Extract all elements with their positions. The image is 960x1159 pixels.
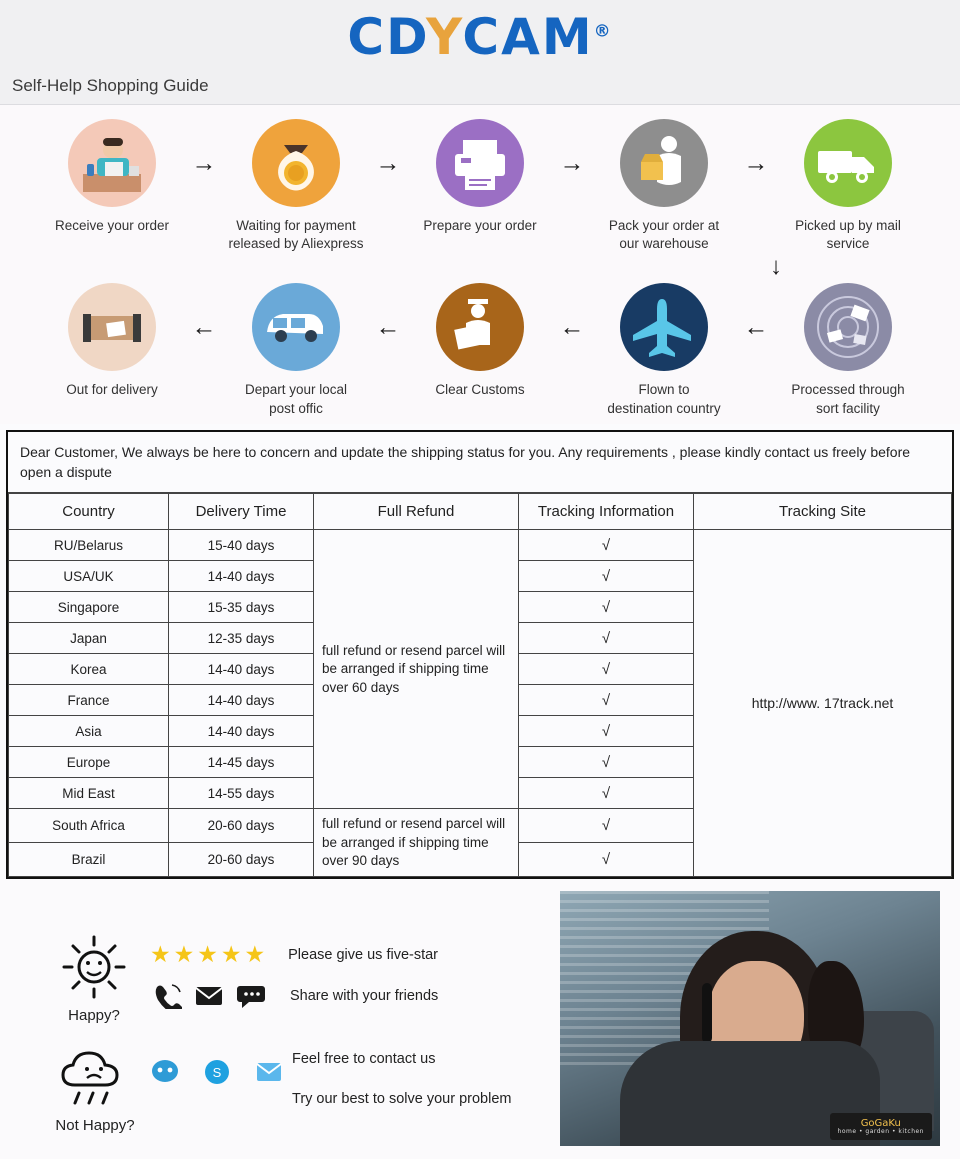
column-header-delivery-time: Delivery Time xyxy=(169,494,314,530)
flow-arrow-left-icon: ← xyxy=(559,313,585,342)
cell-delivery-time: 14-45 days xyxy=(169,747,314,778)
cell-delivery-time: 14-40 days xyxy=(169,685,314,716)
flow-row-2 xyxy=(0,283,960,417)
cell-tracking: √ xyxy=(519,685,694,716)
watermark-subtext: home • garden • kitchen xyxy=(837,1127,924,1135)
flow-step-label: Depart your local post offic xyxy=(244,382,348,416)
cell-country: Brazil xyxy=(9,843,169,877)
mail-icon[interactable] xyxy=(194,983,224,1009)
not-happy-label: Not Happy? xyxy=(55,1117,135,1135)
footer-section xyxy=(0,879,960,1159)
flow-step-picked-up xyxy=(777,119,919,253)
airplane-icon xyxy=(620,283,708,371)
flow-step-depart-post-office xyxy=(225,283,367,417)
flow-step-label: Waiting for payment released by Aliexpress xyxy=(228,218,364,252)
delivery-table xyxy=(8,493,952,877)
cell-country: Mid East xyxy=(9,778,169,809)
flow-step-label: Out for delivery xyxy=(66,382,158,398)
delivery-van-icon xyxy=(252,283,340,371)
happy-block xyxy=(48,931,140,1024)
table-header-row xyxy=(9,494,952,530)
cell-country: RU/Belarus xyxy=(9,530,169,561)
flow-row-1 xyxy=(0,119,960,253)
headset-icon xyxy=(702,983,712,1043)
cell-country: South Africa xyxy=(9,809,169,843)
chat-bubble-icon[interactable] xyxy=(236,983,266,1009)
cell-refund-60: full refund or resend parcel will be arranged if shipping time over 60 days xyxy=(314,530,519,809)
table-row xyxy=(9,530,952,561)
cell-tracking: √ xyxy=(519,843,694,877)
contact-text: Feel free to contact us xyxy=(292,1051,436,1068)
svg-text:S: S xyxy=(212,1065,222,1081)
truck-icon xyxy=(804,119,892,207)
shipping-flow-diagram xyxy=(0,105,960,424)
skype-icon[interactable] xyxy=(202,1059,232,1085)
happy-label: Happy? xyxy=(68,1007,120,1025)
page-title: Self-Help Shopping Guide xyxy=(12,76,209,95)
flow-step-receive-order xyxy=(41,119,183,235)
printer-icon xyxy=(436,119,524,207)
flow-arrow-left-icon: ← xyxy=(375,313,401,342)
contact-icons-row xyxy=(150,1059,296,1085)
cell-country: USA/UK xyxy=(9,561,169,592)
footer-left-panel xyxy=(0,879,540,1159)
flow-step-label: Clear Customs xyxy=(435,382,525,398)
flow-arrow-right-icon: → xyxy=(375,149,401,177)
cell-tracking: √ xyxy=(519,623,694,654)
share-row xyxy=(152,983,438,1009)
cell-tracking: √ xyxy=(519,561,694,592)
column-header-tracking-information: Tracking Information xyxy=(519,494,694,530)
cell-delivery-time: 15-35 days xyxy=(169,592,314,623)
cell-tracking: √ xyxy=(519,716,694,747)
flow-step-label: Picked up by mail service xyxy=(795,218,901,252)
shipping-table xyxy=(6,430,954,879)
cell-tracking: √ xyxy=(519,809,694,843)
cell-tracking: √ xyxy=(519,654,694,685)
cell-tracking-site[interactable]: http://www. 17track.net xyxy=(694,530,952,877)
cell-delivery-time: 14-40 days xyxy=(169,716,314,747)
cell-country: Korea xyxy=(9,654,169,685)
flow-step-clear-customs xyxy=(409,283,551,399)
cell-delivery-time: 15-40 days xyxy=(169,530,314,561)
cell-delivery-time: 12-35 days xyxy=(169,623,314,654)
cell-country: France xyxy=(9,685,169,716)
flow-arrow-right-icon: → xyxy=(743,149,769,177)
cell-delivery-time: 20-60 days xyxy=(169,843,314,877)
cell-tracking: √ xyxy=(519,592,694,623)
flow-arrow-left-icon: ← xyxy=(743,313,769,342)
cell-tracking: √ xyxy=(519,747,694,778)
flow-step-flown-destination xyxy=(593,283,735,417)
share-text: Share with your friends xyxy=(290,988,439,1005)
customer-notice: Dear Customer, We always be here to concern and update the shipping status for you. Any requirements , please kindly contact us freely before open a dispute xyxy=(8,432,952,494)
person-at-desk-icon xyxy=(68,119,156,207)
flow-arrow-left-icon: ← xyxy=(191,313,217,342)
parcel-box-icon xyxy=(68,283,156,371)
solve-text: Try our best to solve your problem xyxy=(292,1091,512,1108)
flow-step-pack-order xyxy=(593,119,735,253)
brand-logo-part3: CAM xyxy=(462,8,594,66)
cell-delivery-time: 14-55 days xyxy=(169,778,314,809)
cell-country: Asia xyxy=(9,716,169,747)
brand-logo-part1: CD xyxy=(347,8,426,66)
warehouse-worker-icon xyxy=(620,119,708,207)
five-star-text: Please give us five-star xyxy=(288,946,439,963)
flow-step-out-for-delivery xyxy=(41,283,183,399)
flow-step-label: Processed through sort facility xyxy=(791,382,905,416)
cell-delivery-time: 14-40 days xyxy=(169,561,314,592)
star-rating-icon[interactable]: ★★★★★ xyxy=(150,941,269,968)
not-happy-block xyxy=(40,1051,150,1134)
registered-trademark-icon: ® xyxy=(593,21,613,42)
phone-icon[interactable] xyxy=(152,983,182,1009)
flow-step-prepare-order xyxy=(409,119,551,235)
flow-step-label: Pack your order at our warehouse xyxy=(608,218,720,252)
brand-logo xyxy=(0,8,960,66)
sort-facility-icon xyxy=(804,283,892,371)
page-header xyxy=(0,0,960,105)
cell-delivery-time: 14-40 days xyxy=(169,654,314,685)
solve-row xyxy=(292,1091,511,1107)
flow-step-label: Receive your order xyxy=(54,218,170,233)
cell-tracking: √ xyxy=(519,530,694,561)
cell-delivery-time: 20-60 days xyxy=(169,809,314,843)
brand-logo-part2: Y xyxy=(425,8,463,66)
flow-arrow-right-icon: → xyxy=(191,149,217,177)
email-icon[interactable] xyxy=(254,1059,284,1085)
cell-country: Europe xyxy=(9,747,169,778)
customs-officer-icon xyxy=(436,283,524,371)
cell-country: Singapore xyxy=(9,592,169,623)
column-header-country: Country xyxy=(9,494,169,530)
customer-service-photo xyxy=(560,891,940,1146)
cell-refund-90: full refund or resend parcel will be arranged if shipping time over 90 days xyxy=(314,809,519,877)
sun-icon xyxy=(58,931,130,1003)
money-bag-icon xyxy=(252,119,340,207)
cell-country: Japan xyxy=(9,623,169,654)
flow-arrow-right-icon: → xyxy=(559,149,585,177)
column-header-full-refund: Full Refund xyxy=(314,494,519,530)
rain-cloud-icon xyxy=(57,1051,133,1113)
messenger-icon[interactable] xyxy=(150,1059,180,1085)
flow-step-waiting-payment xyxy=(225,119,367,253)
watermark-logo xyxy=(830,1113,932,1141)
column-header-tracking-site: Tracking Site xyxy=(694,494,952,530)
flow-arrow-down-icon: ↓ xyxy=(770,253,782,281)
flow-step-sort-facility xyxy=(777,283,919,417)
watermark-text: GoGaKu xyxy=(860,1117,901,1129)
flow-step-label: Prepare your order xyxy=(423,218,537,233)
cell-tracking: √ xyxy=(519,778,694,809)
five-star-row xyxy=(150,941,438,968)
flow-step-label: Flown to destination country xyxy=(607,382,721,416)
contact-row-text xyxy=(292,1051,435,1067)
